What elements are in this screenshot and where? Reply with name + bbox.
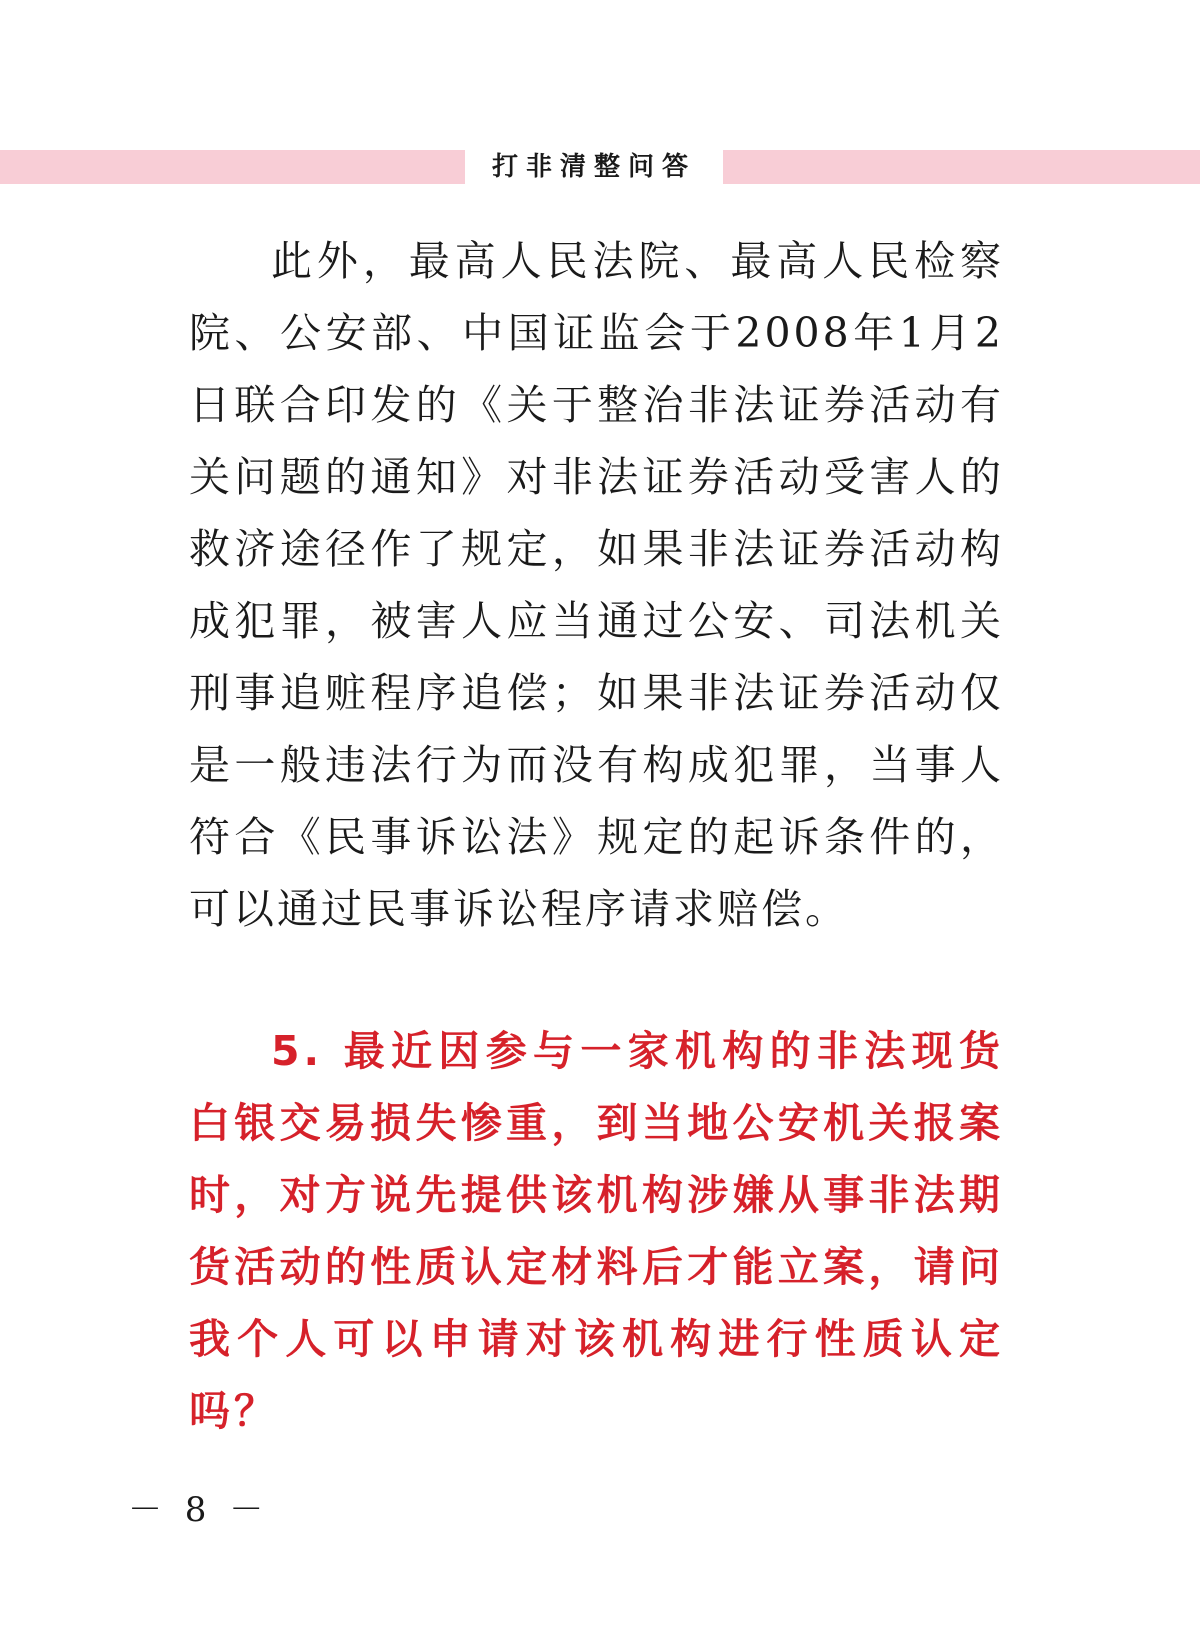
header-band-right	[723, 150, 1200, 184]
page-number: － 8 －	[128, 1490, 270, 1530]
running-header-title: 打非清整问答	[491, 152, 696, 182]
body-paragraph: 此外，最高人民法院、最高人民检察院、公安部、中国证监会于2008年1月2日联合印发的《关于整治非法证券活动有关问题的通知》对非法证券活动受害人的救济途径作了规定，如果非法证券活动构成犯罪，被害人应当通过公安、司法机关刑事追赃程序追偿；如果非法证券活动仅是一般违法行为而没有构成犯罪，当事人符合《民事诉讼法》规定的起诉条件的，可以通过民事诉讼程序请求赔偿。	[189, 237, 1004, 933]
running-header	[0, 150, 1200, 184]
header-band-left	[0, 150, 465, 184]
question-heading: 5. 最近因参与一家机构的非法现货白银交易损失惨重，到当地公安机关报案时，对方说先提供该机构涉嫌从事非法期货活动的性质认定材料后才能立案，请问我个人可以申请对该机构进行性质认定吗？	[189, 1027, 1004, 1435]
